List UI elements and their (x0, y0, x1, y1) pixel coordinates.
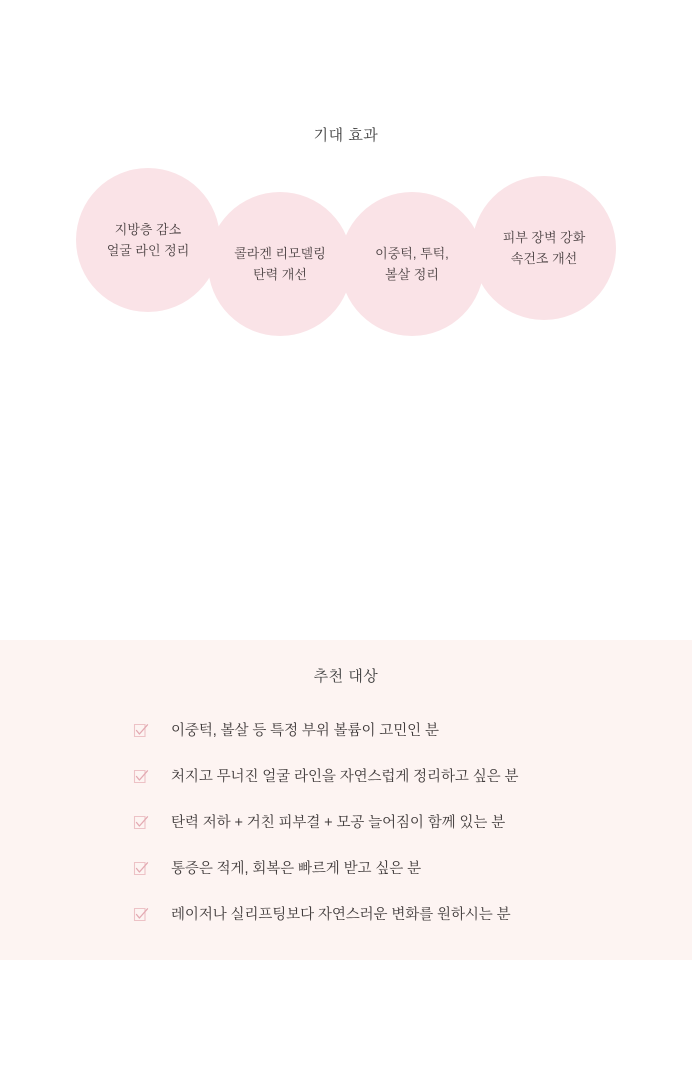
effect-circle-line-1: 콜라겐 리모델링 (234, 246, 326, 261)
list-item (0, 708, 692, 754)
effect-circle-line-1: 피부 장벽 강화 (502, 230, 586, 245)
effect-circle (340, 192, 484, 336)
list-item-label: 탄력 저하 + 거친 피부결 + 모공 늘어짐이 함께 있는 분 (171, 815, 506, 831)
list-item (0, 754, 692, 800)
check-icon (133, 861, 149, 877)
list-item (0, 846, 692, 892)
list-item (0, 800, 692, 846)
list-item (0, 892, 692, 938)
check-icon (133, 769, 149, 785)
list-item-label: 레이저나 실리프팅보다 자연스러운 변화를 원하시는 분 (171, 907, 511, 923)
effect-circle-line-2: 볼살 정리 (385, 267, 439, 282)
effect-circle (76, 168, 220, 312)
bottom-spacer (0, 960, 692, 1080)
effect-circle-line-2: 탄력 개선 (253, 267, 307, 282)
list-item-label: 이중턱, 볼살 등 특정 부위 볼륨이 고민인 분 (171, 723, 439, 739)
effect-circle-row (0, 168, 692, 336)
effect-circle-line-1: 지방층 감소 (114, 222, 182, 237)
effect-circle-line-2: 얼굴 라인 정리 (106, 243, 190, 258)
effect-circle-line-1: 이중턱, 투턱, (375, 246, 449, 261)
effect-circle (208, 192, 352, 336)
expected-effect-title: 기대 효과 (313, 127, 379, 144)
effect-circle (472, 176, 616, 320)
check-icon (133, 723, 149, 739)
list-item-label: 처지고 무너진 얼굴 라인을 자연스럽게 정리하고 싶은 분 (171, 769, 519, 785)
recommended-target-section (0, 640, 692, 960)
check-icon (133, 815, 149, 831)
check-icon (133, 907, 149, 923)
effect-circle-line-2: 속건조 개선 (510, 251, 578, 266)
list-item-label: 통증은 적게, 회복은 빠르게 받고 싶은 분 (171, 861, 422, 877)
recommended-target-title: 추천 대상 (313, 668, 379, 685)
recommended-target-list (0, 708, 692, 938)
